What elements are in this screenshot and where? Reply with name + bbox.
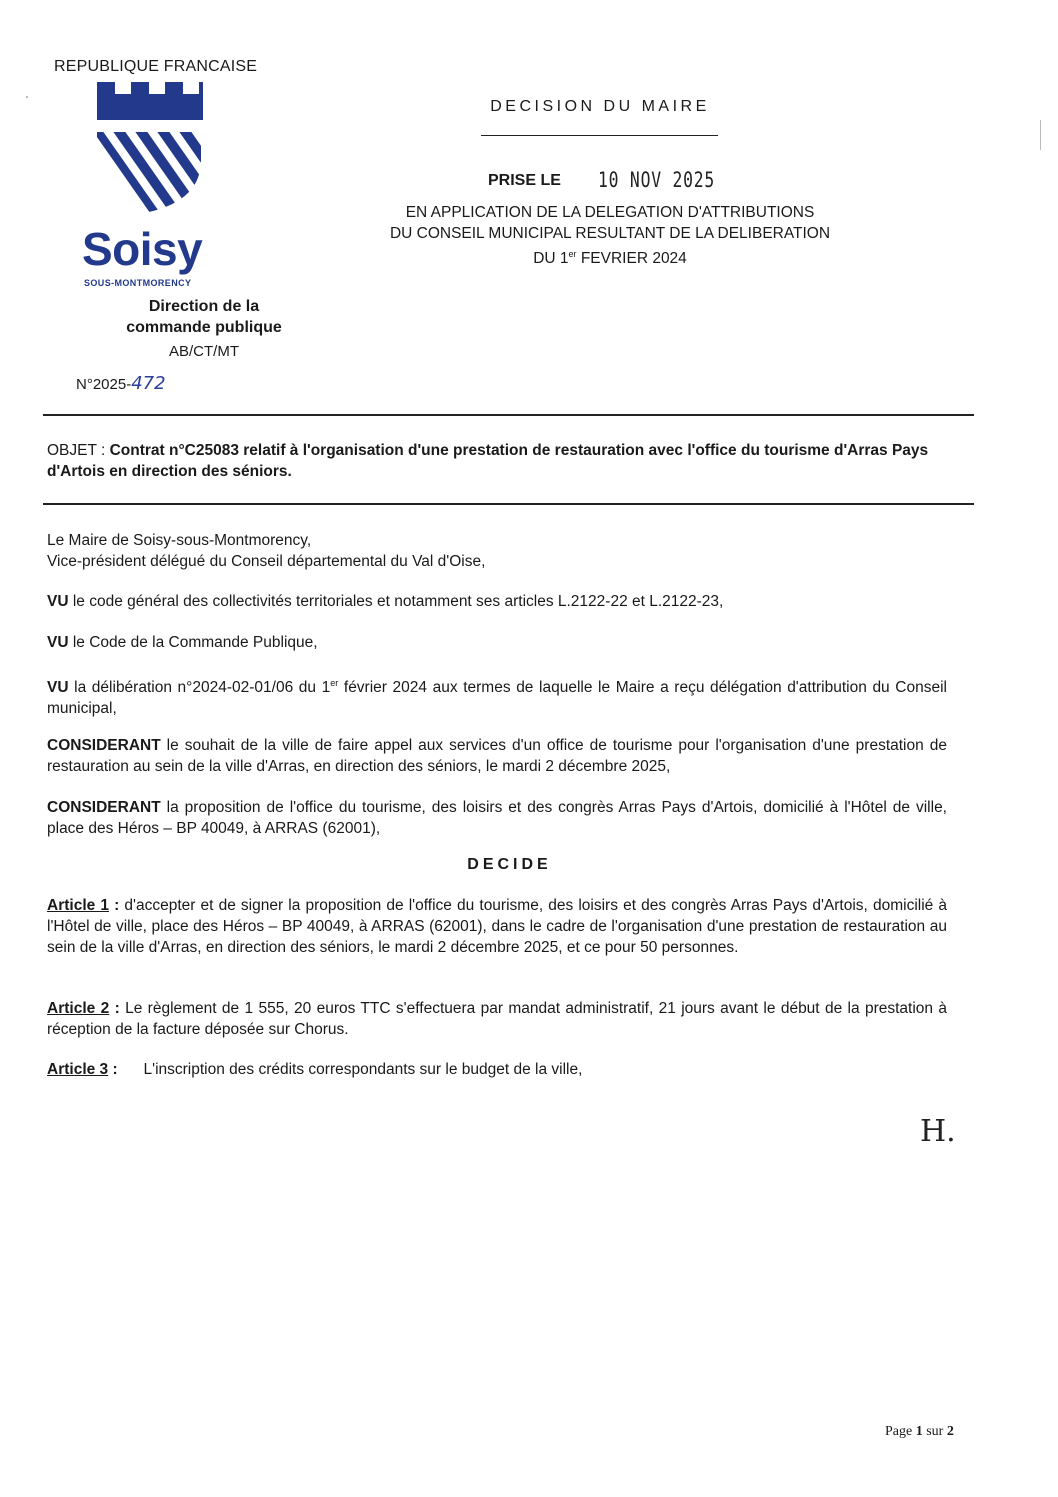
objet-text: Contrat n°C25083 relatif à l'organisation d'une prestation de restauration avec l'office du tourisme d'Arras Pays d'Artois en direction des séniors.	[47, 442, 929, 480]
delegation-line-2: DU CONSEIL MUNICIPAL RESULTANT DE LA DELIBERATION	[389, 224, 831, 242]
republic-header: REPUBLIQUE FRANCAISE	[54, 58, 258, 75]
decide-heading: DECIDE	[467, 856, 552, 873]
document-title: DECISION DU MAIRE	[490, 98, 710, 115]
department-line-2: commande publique	[126, 319, 282, 336]
initials-reference: AB/CT/MT	[169, 343, 239, 360]
department-name	[104, 296, 304, 338]
objet-top-rule	[43, 414, 974, 416]
considerant-paragraph-2: CONSIDERANT la proposition de l'office du tourisme, des loisirs et des congrès Arras Pays d'Artois, domicilié à l'Hôtel de ville, place des Héros – BP 40049, à ARRAS (62001),	[47, 799, 947, 837]
city-logo-emblem	[95, 80, 205, 220]
date-stamp: 10 NOV 2025	[598, 168, 716, 192]
page-number: Page 1 sur 2	[885, 1424, 954, 1439]
decision-number-handwritten: 472	[131, 373, 166, 394]
vu-paragraph-2: VU le Code de la Commande Publique,	[47, 634, 318, 651]
decision-number	[76, 373, 166, 394]
article-3: Article 3 : L'inscription des crédits correspondants sur le budget de la ville,	[47, 1061, 583, 1078]
logo-subtitle: SOUS-MONTMORENCY	[84, 278, 192, 288]
objet-block	[47, 440, 972, 482]
vu-paragraph-1: VU le code général des collectivités territoriales et notamment ses articles L.2122-22 et L.2122-23,	[47, 593, 724, 610]
delegation-statement	[330, 203, 890, 270]
preamble	[47, 530, 947, 572]
delegation-line-1: EN APPLICATION DE LA DELEGATION D'ATTRIBUTIONS	[405, 204, 815, 221]
decision-number-prefix: N°2025-	[76, 376, 132, 393]
article-1-label: Article 1	[47, 897, 109, 914]
article-2-label: Article 2	[47, 1000, 110, 1017]
objet-bottom-rule	[43, 503, 974, 505]
objet-label: OBJET :	[47, 442, 110, 459]
article-3-label: Article 3	[47, 1061, 109, 1078]
title-divider	[481, 135, 718, 136]
handwritten-initials: H.	[920, 1114, 956, 1149]
vu-paragraph-3: VU la délibération n°2024-02-01/06 du 1er février 2024 aux termes de laquelle le Maire a reçu délégation d'attribution du Conseil municipal,	[47, 678, 947, 718]
scan-speck	[26, 96, 28, 98]
department-line-1: Direction de la	[148, 298, 260, 315]
considerant-paragraph-1: CONSIDERANT le souhait de la ville de faire appel aux services d'un office de tourisme pour l'organisation d'une prestation de restauration au sein de la ville d'Arras, en direction des séniors, le mardi 2 décembre 2025,	[47, 737, 947, 775]
preamble-line-2: Vice-président délégué du Conseil départemental du Val d'Oise,	[47, 553, 486, 570]
delegation-line-3: DU 1er FEVRIER 2024	[533, 249, 687, 268]
logo-wordmark: Soisy	[82, 223, 203, 275]
preamble-line-1: Le Maire de Soisy-sous-Montmorency,	[47, 532, 312, 549]
scan-edge-mark	[1040, 120, 1041, 150]
article-1: Article 1 : d'accepter et de signer la proposition de l'office du tourisme, des loisirs et des congrès Arras Pays d'Artois, domicilié à l'Hôtel de ville, place des Héros – BP 40049, à ARRAS (62001), dans le cadre de l'organisation d'une prestation de restauration au sein de la ville d'Arras, en direction des séniors, le mardi 2 décembre 2025, et ce pour 50 personnes.	[47, 897, 948, 956]
prise-label: PRISE LE	[488, 172, 561, 189]
article-2: Article 2 : Le règlement de 1 555, 20 euros TTC s'effectuera par mandat administratif, 21 jours avant le début de la prestation à réception de la facture déposée sur Chorus.	[47, 1000, 947, 1038]
